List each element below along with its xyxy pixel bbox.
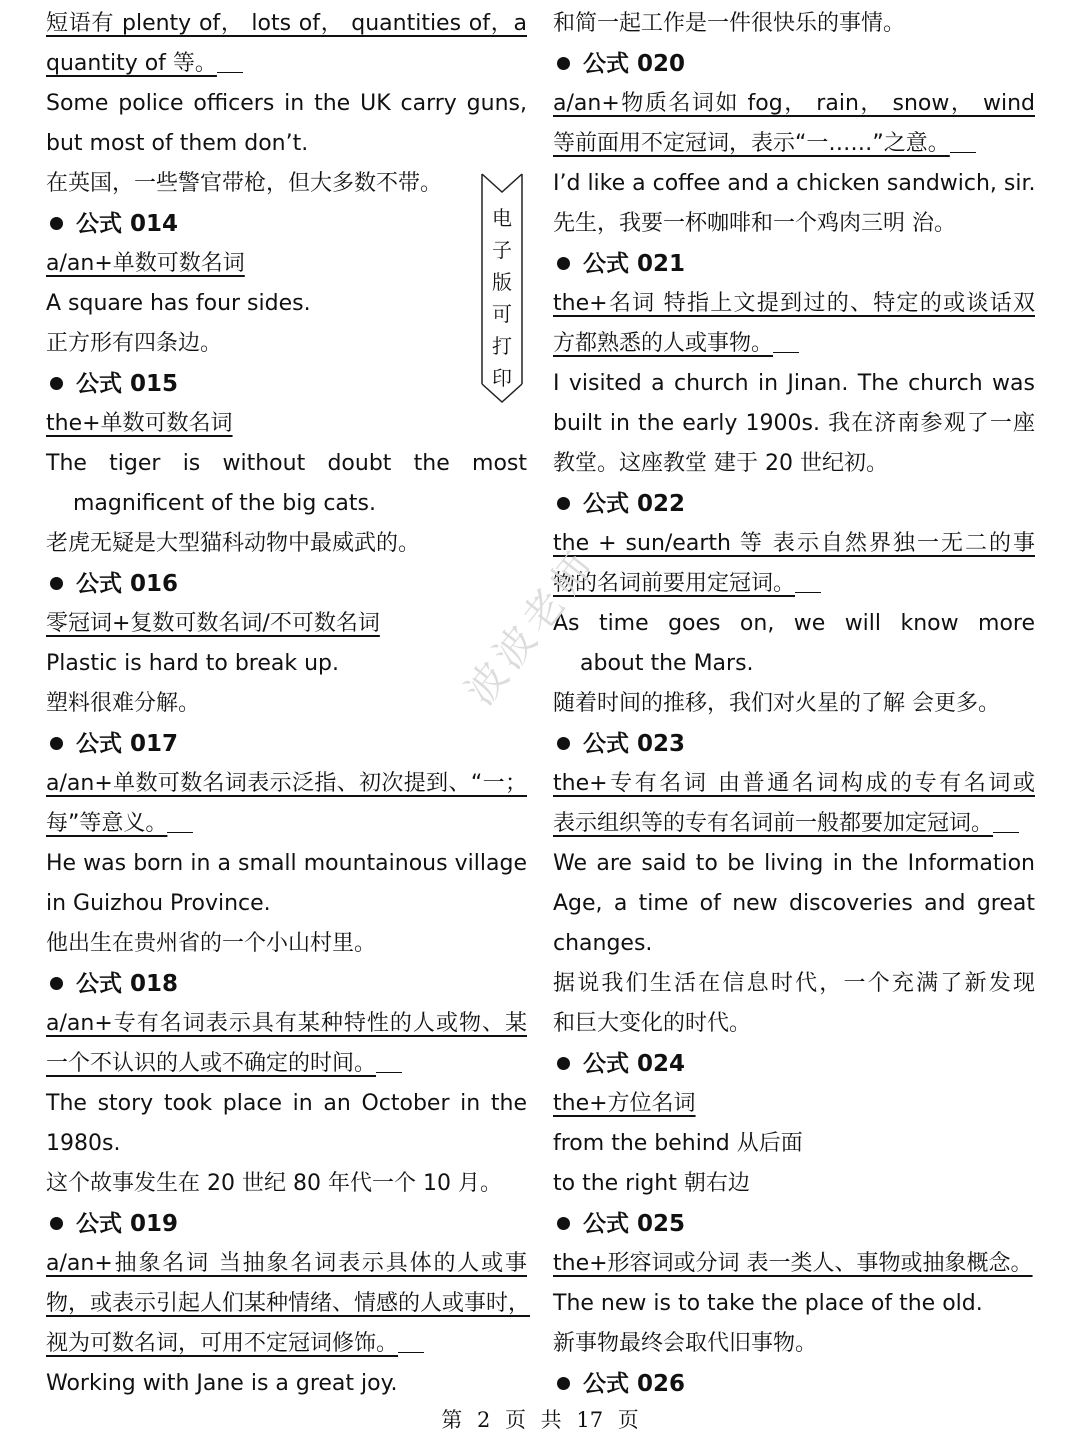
formula-heading: 公式 024 — [553, 1044, 1035, 1084]
bullet-icon — [557, 1377, 570, 1390]
text-line: 这个故事发生在 20 世纪 80 年代一个 10 月。 — [46, 1171, 502, 1196]
text-line: The new is to take the place of the old. — [553, 1291, 983, 1316]
rule-line: 每”等意义。 — [46, 804, 527, 844]
text-line: magnificent of the big cats. — [73, 491, 376, 516]
text-line: I’d like a coffee and a chicken sandwich, sir. — [553, 171, 1036, 196]
rule-line: 一个不认识的人或不确定的时间。 — [46, 1044, 527, 1084]
bullet-icon — [50, 977, 63, 990]
text-line: As time goes on, we will know more — [553, 611, 1035, 636]
text-line: 1980s. — [46, 1131, 121, 1156]
rule-line: the+专有名词 由普通名词构成的专有名词或 — [553, 771, 1035, 796]
text-line: A square has four sides. — [46, 291, 311, 316]
text-line: changes. — [553, 931, 653, 956]
rule-line: a/an+单数可数名词表示泛指、初次提到、“一； — [46, 771, 527, 796]
rule-line: a/an+抽象名词 当抽象名词表示具体的人或事 — [46, 1251, 527, 1276]
text-line: from the behind 从后面 — [553, 1131, 803, 1156]
rule-line: the+形容词或分词 表一类人、事物或抽象概念。 — [553, 1251, 1033, 1276]
text-line: 据说我们生活在信息时代，一个充满了新发现 — [553, 971, 1035, 996]
banner-text: 电 子 版 可 打 印 — [492, 206, 512, 390]
bullet-icon — [50, 577, 63, 590]
left-column — [46, 4, 531, 1404]
rule-line: a/an+专有名词表示具有某种特性的人或物、某 — [46, 1011, 527, 1036]
rule-line: 等前面用不定冠词，表示“一……”之意。 — [553, 124, 1035, 164]
bullet-icon — [557, 57, 570, 70]
underline-tail — [398, 1324, 424, 1353]
text-line: 他出生在贵州省的一个小山村里。 — [46, 931, 377, 956]
text-line: The tiger is without doubt the most — [46, 451, 527, 476]
underline-tail — [795, 564, 821, 593]
underline-tail — [376, 1044, 402, 1073]
text-line: 老虎无疑是大型猫科动物中最威武的。 — [46, 531, 421, 556]
rule-line: 物的名词前要用定冠词。 — [553, 564, 1035, 604]
formula-heading: 公式 023 — [553, 724, 1035, 764]
bullet-icon — [557, 737, 570, 750]
formula-heading: 公式 015 — [46, 364, 527, 404]
text-line: 和巨大变化的时代。 — [553, 1011, 752, 1036]
right-column — [553, 4, 1035, 1404]
page-number-footer: 第 2 页 共 17 页 — [441, 1408, 639, 1432]
text-line: about the Mars. — [580, 651, 754, 676]
formula-heading: 公式 026 — [553, 1364, 1035, 1404]
formula-heading: 公式 019 — [46, 1204, 527, 1244]
formula-heading: 公式 025 — [553, 1204, 1035, 1244]
text-line: 塑料很难分解。 — [46, 691, 201, 716]
text-line: 新事物最终会取代旧事物。 — [553, 1331, 818, 1356]
rule-line: 表示组织等的专有名词前一般都要加定冠词。 — [553, 804, 1035, 844]
underline-tail — [217, 44, 243, 73]
text-line: We are said to be living in the Information — [553, 851, 1035, 876]
underline-tail — [773, 324, 799, 353]
rule-line: the+名词 特指上文提到过的、特定的或谈话双 — [553, 291, 1035, 316]
text-line: 教堂。这座教堂 建于 20 世纪初。 — [553, 451, 888, 476]
text-line: in Guizhou Province. — [46, 891, 271, 916]
text-line: The story took place in an October in the — [46, 1091, 527, 1116]
rule-line: a/an+物质名词如 fog， rain， snow， wind — [553, 91, 1035, 116]
text-line: 在英国，一些警官带枪，但大多数不带。 — [46, 171, 443, 196]
bullet-icon — [557, 257, 570, 270]
text-line: Some police officers in the UK carry guns, — [46, 91, 527, 116]
rule-line: the+方位名词 — [553, 1091, 696, 1116]
underline-tail — [167, 804, 193, 833]
rule-line: 零冠词+复数可数名词/不可数名词 — [46, 611, 380, 636]
text-line: but most of them don’t. — [46, 131, 309, 156]
underline-tail — [993, 804, 1019, 833]
rule-line: a/an+单数可数名词 — [46, 251, 245, 276]
text-line: 正方形有四条边。 — [46, 331, 223, 356]
text-line: He was born in a small mountainous village — [46, 851, 527, 876]
rule-line: the + sun/earth 等 表示自然界独一无二的事 — [553, 531, 1035, 556]
bullet-icon — [557, 1057, 570, 1070]
underline-tail — [950, 124, 976, 153]
rule-line: the+单数可数名词 — [46, 411, 233, 436]
text-line: built in the early 1900s. 我在济南参观了一座 — [553, 411, 1035, 436]
text-line: 和简一起工作是一件很快乐的事情。 — [553, 11, 906, 36]
rule-line: 方都熟悉的人或事物。 — [553, 324, 1035, 364]
formula-heading: 公式 018 — [46, 964, 527, 1004]
bullet-icon — [50, 217, 63, 230]
printable-banner — [481, 172, 523, 404]
rule-line: quantity of 等。 — [46, 44, 527, 84]
text-line: 先生，我要一杯咖啡和一个鸡肉三明 治。 — [553, 211, 956, 236]
bullet-icon — [50, 737, 63, 750]
bullet-icon — [50, 1217, 63, 1230]
formula-heading: 公式 017 — [46, 724, 527, 764]
text-line: to the right 朝右边 — [553, 1171, 750, 1196]
formula-heading: 公式 014 — [46, 204, 527, 244]
bullet-icon — [557, 497, 570, 510]
text-line: Age, a time of new discoveries and great — [553, 891, 1035, 916]
watermark: 波波老师 — [457, 540, 607, 714]
formula-heading: 公式 016 — [46, 564, 527, 604]
formula-heading: 公式 021 — [553, 244, 1035, 284]
text-line: Working with Jane is a great joy. — [46, 1371, 398, 1396]
text-line: 随着时间的推移，我们对火星的了解 会更多。 — [553, 691, 1000, 716]
text-line: Plastic is hard to break up. — [46, 651, 340, 676]
formula-heading: 公式 020 — [553, 44, 1035, 84]
bullet-icon — [557, 1217, 570, 1230]
rule-line: 物，或表示引起人们某种情绪、情感的人或事时， — [46, 1291, 531, 1316]
formula-heading: 公式 022 — [553, 484, 1035, 524]
rule-line: 视为可数名词，可用不定冠词修饰。 — [46, 1324, 527, 1364]
bullet-icon — [50, 377, 63, 390]
text-line: I visited a church in Jinan. The church was — [553, 371, 1035, 396]
rule-line: 短语有 plenty of， lots of， quantities of，a — [46, 11, 527, 36]
